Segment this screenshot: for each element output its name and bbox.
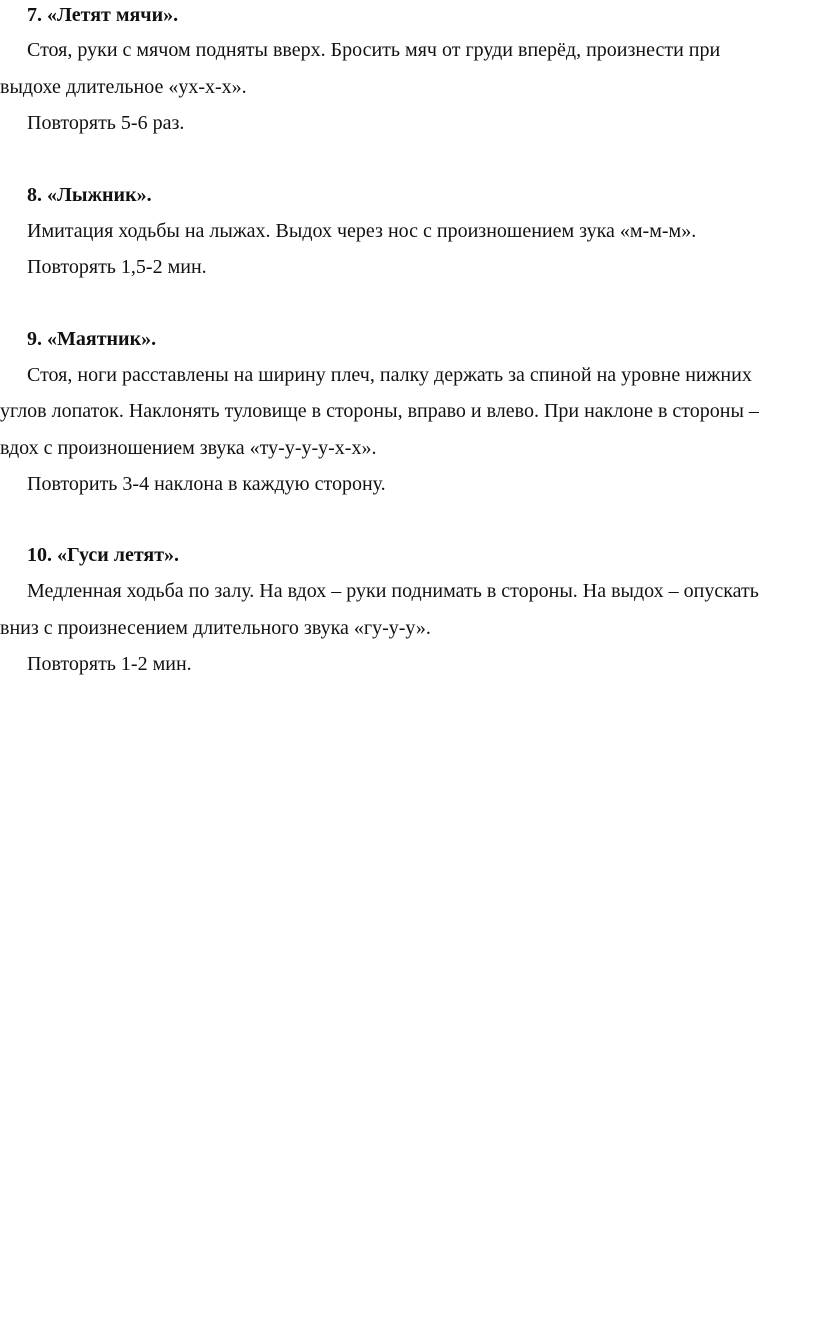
paragraph-line: Стоя, руки с мячом подняты вверх. Бросить мяч от груди вперёд, произнести при bbox=[27, 39, 721, 61]
section-heading: 9. «Маятник». bbox=[27, 328, 157, 350]
section-heading: 8. «Лыжник». bbox=[27, 184, 152, 206]
paragraph-line: Повторять 5-6 раз. bbox=[27, 112, 185, 134]
section-heading: 10. «Гуси летят». bbox=[27, 544, 180, 566]
section-heading: 7. «Летят мячи». bbox=[27, 4, 179, 26]
paragraph-line: углов лопаток. Наклонять туловище в стороны, вправо и влево. При наклоне в стороны – bbox=[0, 400, 759, 422]
paragraph-line: Повторять 1-2 мин. bbox=[27, 653, 192, 675]
paragraph-line: Стоя, ноги расставлены на ширину плеч, палку держать за спиной на уровне нижних bbox=[27, 364, 752, 386]
paragraph-line: Имитация ходьбы на лыжах. Выдох через нос с произношением зука «м-м-м». bbox=[27, 220, 697, 242]
paragraph-line: Повторить 3-4 наклона в каждую сторону. bbox=[27, 473, 386, 495]
paragraph-line: выдохе длительное «ух-х-х». bbox=[0, 76, 247, 98]
paragraph-line: вдох с произношением звука «ту-у-у-у-х-х». bbox=[0, 437, 377, 459]
paragraph-line: Медленная ходьба по залу. На вдох – руки поднимать в стороны. На выдох – опускать bbox=[27, 580, 759, 602]
paragraph-line: Повторять 1,5-2 мин. bbox=[27, 256, 207, 278]
paragraph-line: вниз с произнесением длительного звука «гу-у-у». bbox=[0, 617, 431, 639]
